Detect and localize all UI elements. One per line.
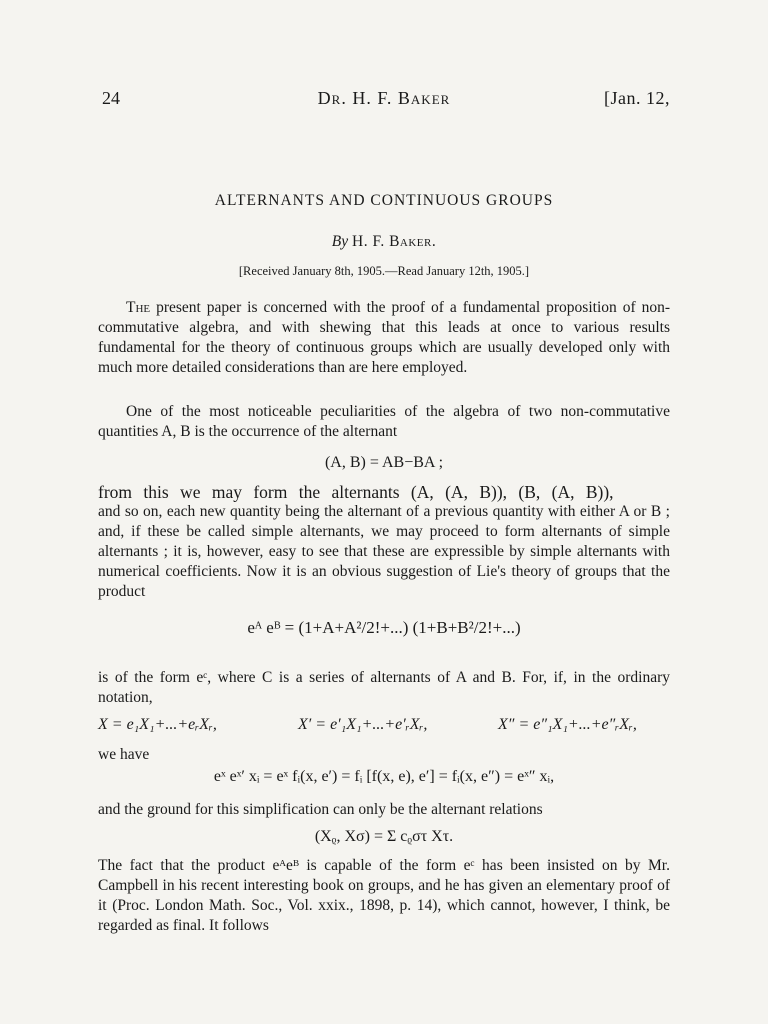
received-note: [Received January 8th, 1905.—Read January 12th, 1905.] bbox=[238, 264, 530, 278]
paragraph-1 bbox=[98, 298, 670, 378]
byline bbox=[98, 233, 670, 251]
from-line: from this we may form the alternants (A, (A, B)), (B, (A, B)), bbox=[98, 482, 614, 502]
equation-structure-constants: (Xᵨ, Xσ) = Σ cᵨστ Xτ. bbox=[314, 828, 454, 845]
paragraph-1-text: present paper is concerned with the proof of a fundamental proposition of non-commutative algebra, and with shewing that this leads at once to various results fundamental for the theory of continuous groups which are usually developed only with much more detailed considerations than are here employed. bbox=[98, 299, 670, 376]
equation-alternant: (A, B) = AB−BA ; bbox=[324, 454, 444, 471]
running-author: Dr. H. F. Baker bbox=[317, 88, 451, 108]
equation-notation-x-double-prime: X″ = e″₁X₁+...+e″ᵣXᵣ, bbox=[498, 716, 637, 733]
running-head bbox=[98, 88, 670, 112]
running-date: [Jan. 12, bbox=[604, 88, 670, 108]
byline-by: By bbox=[331, 233, 349, 250]
paragraph-4: is of the form eᶜ, where C is a series of alternants of A and B. For, if, in the ordinary notation, bbox=[98, 669, 670, 706]
equation-composition: eˣ eˣ′ xᵢ = eˣ fᵢ(x, e′) = fᵢ [f(x, e), e′] = fᵢ(x, e″) = eˣ″ xᵢ, bbox=[213, 768, 555, 785]
we-have: we have bbox=[98, 746, 150, 763]
equation-notation-x: X = e₁X₁+...+eᵣXᵣ, bbox=[98, 716, 217, 733]
byline-author: H. F. Baker. bbox=[352, 233, 437, 250]
equation-notation-x-prime: X′ = e′₁X₁+...+e′ᵣXᵣ, bbox=[298, 716, 428, 733]
paragraph-3: and so on, each new quantity being the alternant of a previous quantity with either A or B ; and, if these be called simple alternants, we may proceed to form alternants of simple alternants ; it is, however, easy to see that these are expressible by simple alternants with numerical coefficients. Now it is an obvious suggestion of Lie's theory of groups that the product bbox=[98, 503, 670, 600]
equation-product: eᴬ eᴮ = (1+A+A²/2!+...) (1+B+B²/2!+...) bbox=[247, 618, 521, 637]
paragraph-5: and the ground for this simplification can only be the alternant relations bbox=[98, 801, 543, 818]
article-title: ALTERNANTS AND CONTINUOUS GROUPS bbox=[214, 192, 554, 209]
paragraph-1-lead: The bbox=[126, 299, 151, 316]
paragraph-2: One of the most noticeable peculiarities of the algebra of two non-commutative quantities A, B is the occurrence of the alternant bbox=[98, 403, 670, 440]
paragraph-6: The fact that the product eᴬeᴮ is capable of the form eᶜ has been insisted on by Mr. Campbell in his recent interesting book on groups, and he has given an elementary proof of it (Proc. London Math. Soc., Vol. xxix., 1898, p. 14), which cannot, however, I think, be regarded as final. It follows bbox=[98, 857, 670, 934]
page-number: 24 bbox=[102, 88, 120, 108]
